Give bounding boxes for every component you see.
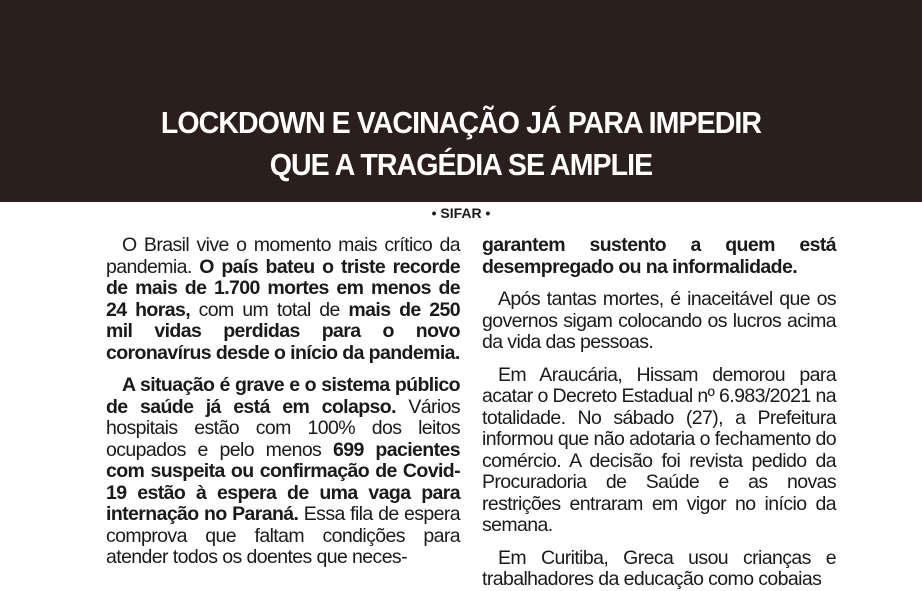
bold-text-run: mais de 250 mil vidas perdidas para o novo coronavírus desde o início da pandemia. <box>106 298 460 364</box>
bold-text-run: 699 pacientes com suspeita ou confirmação de Covid-19 estão à espera de uma vaga para internação no Paraná. <box>106 438 460 525</box>
paragraph <box>482 365 836 537</box>
article-column-2 <box>482 234 836 590</box>
byline: • SIFAR • <box>431 205 491 221</box>
bold-text-run: garantem sustento a quem está desempregado ou na informalidade. <box>482 234 836 278</box>
article-column-1 <box>106 234 461 568</box>
paragraph <box>106 375 460 569</box>
headline-line-1: LOCKDOWN E VACINAÇÃO JÁ PARA IMPEDIR <box>160 105 762 140</box>
text-run: Após tantas mortes, é inaceitável que os governos sigam colocando os lucros acima da vida das pessoas. <box>482 288 836 353</box>
article-headline <box>37 102 885 186</box>
headline-line-2: QUE A TRAGÉDIA SE AMPLIE <box>269 147 653 182</box>
text-run: com um total de <box>190 298 349 321</box>
text-run: Essa fila de espera comprova que faltam condições para atender todos os doentes que neces- <box>106 503 461 568</box>
bold-text-run: A situação é grave e o sistema público de saúde já está em colapso. <box>106 374 460 418</box>
text-run: O Brasil vive o momento mais crítico da pandemia. <box>106 234 460 278</box>
paragraph <box>482 235 836 278</box>
text-run: Em Curitiba, Greca usou crianças e trabalhadores da educação como cobaias <box>482 546 836 590</box>
paragraph <box>482 548 836 591</box>
paragraph <box>482 289 836 354</box>
text-run: Vários hospitais estão com 100% dos leitos ocupados e pelo menos <box>106 395 460 461</box>
paragraph <box>106 235 460 364</box>
text-run: Em Araucária, Hissam demorou para acatar o Decreto Estadual nº 6.983/2021 na totalidade. No sábado (27), a Prefeitura informou que não adotaria o fechamento do comércio. A decisão foi revista pedido da Procuradoria de Saúde e as novas restrições entraram em vigor no início da semana. <box>482 363 836 536</box>
bold-text-run: O país bateu o triste recorde de mais de 1.700 mortes em menos de 24 horas, <box>106 255 460 321</box>
